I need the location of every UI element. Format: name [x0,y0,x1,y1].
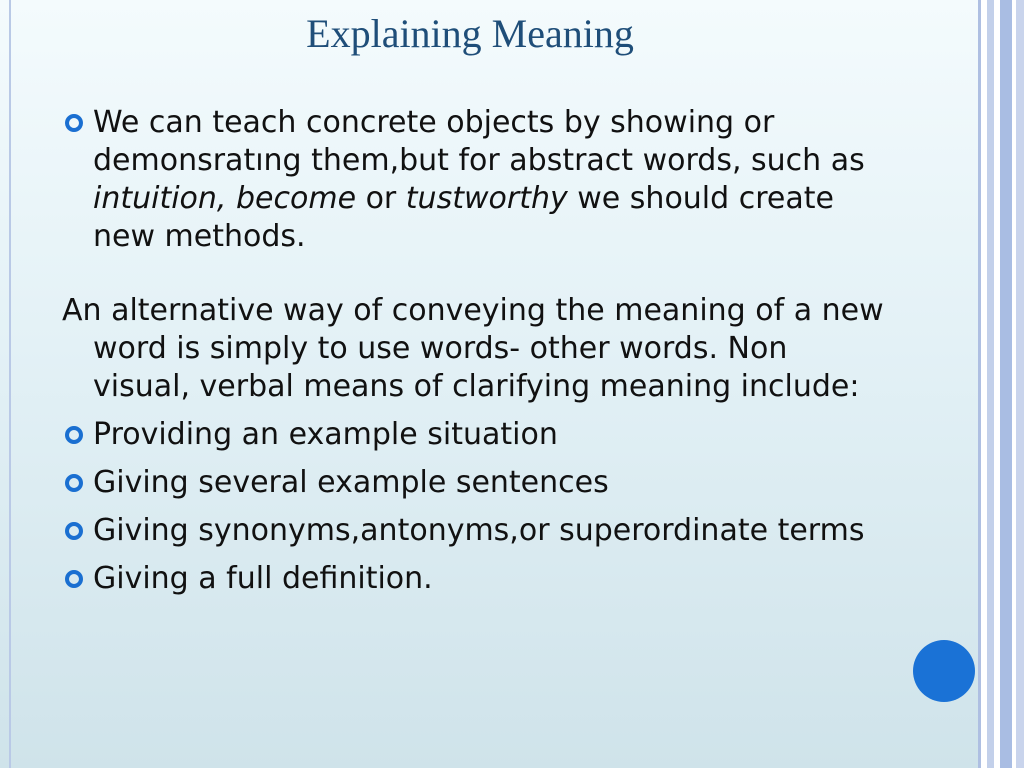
slide-title: Explaining Meaning [306,11,634,56]
right-border-line-2 [987,0,994,768]
bullet-text: Giving several example sentences [93,465,609,500]
ring-bullet-icon [65,426,83,444]
ring-bullet-icon [65,522,83,540]
bullet-item-example-situation [62,416,892,454]
left-border-line [9,0,11,768]
bullet-item-synonyms [62,512,892,550]
right-border-line-1 [978,0,981,768]
bullet-text: Providing an example situation [93,417,558,452]
paragraph-alternative-way: An alternative way of conveying the meaning of a new word is simply to use words- other words. Non visual, verbal means of clarifying meaning include: [62,293,884,404]
p1-italic-1: intuition, become [93,181,357,216]
ring-bullet-icon [65,114,83,132]
p1-italic-2: tustworthy [405,181,568,216]
ring-bullet-icon [65,570,83,588]
ring-bullet-icon [65,474,83,492]
bullet-item-example-sentences [62,464,892,502]
bullet-item-concrete-objects [62,104,892,256]
right-border-line-4 [1016,0,1024,768]
bullet-text: Giving synonyms,antonyms,or superordinate terms [93,513,865,548]
bullet-text: Giving a full definition. [93,561,433,596]
slide-content [62,104,892,598]
p1-text-part3: we should create new methods. [93,181,834,254]
right-border-line-3 [1000,0,1012,768]
blue-circle-decoration [913,640,975,702]
p1-text-part2: or [356,181,406,216]
bullet-item-full-definition [62,560,892,598]
p1-text-part1: We can teach concrete objects by showing or demonsratıng them,but for abstract words, such as [93,105,865,178]
